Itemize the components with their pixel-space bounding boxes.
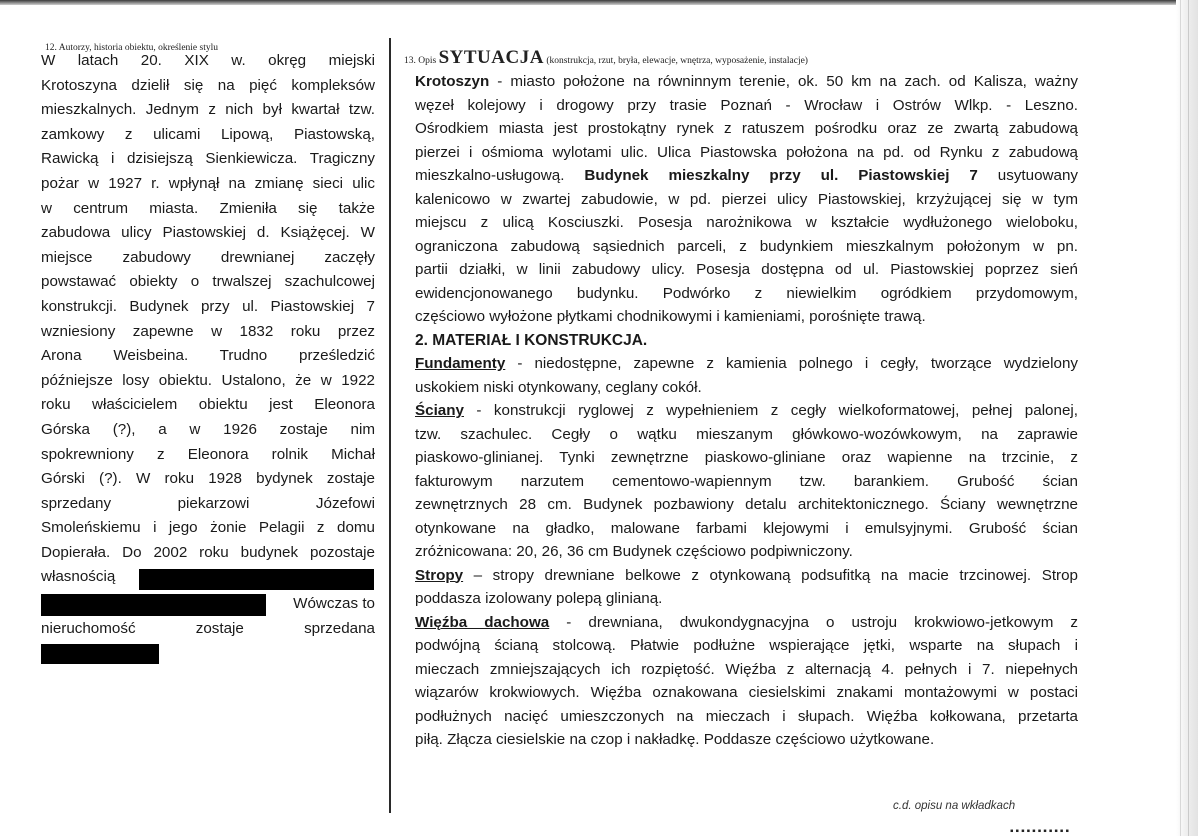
redaction-bar bbox=[139, 569, 374, 590]
history-line: roku właścicielem obiektu jest Eleonora bbox=[41, 396, 375, 414]
history-line: mieszkalnych. Jednym z nich był kwartał tzw. bbox=[41, 101, 375, 119]
roof-truss-label: Więźba dachowa bbox=[415, 613, 550, 631]
history-line: Górski (?). W roku 1928 bydynek zostaje bbox=[41, 470, 375, 488]
history-line: sprzedany piekarzowi Józefowi bbox=[41, 494, 375, 512]
history-line: Wówczas to bbox=[293, 595, 375, 612]
left-section-header: 12. Autorzy, historia obiektu, określenie stylu bbox=[45, 43, 218, 53]
history-line: konstrukcji. Budynek przy ul. Piastowskiej 7 bbox=[41, 297, 375, 315]
town-name: Krotoszyn bbox=[415, 73, 490, 90]
description-line: wiązarów krokwiowych. Więźba oznakowana ciesielskimi znakami montażowymi w postaci bbox=[415, 684, 1078, 701]
description-line: otynkowane na gładko, malowane farbami klejowymi i emulsyjnymi. Grubość ścian bbox=[415, 519, 1078, 537]
description-line: mieczach zmniejszających ich rozpiętość. Więźba z alternacją 4. pełnych i 7. niepełnych bbox=[415, 660, 1078, 678]
page-right-edge bbox=[1176, 0, 1198, 836]
foundations-label: Fundamenty bbox=[415, 355, 506, 372]
building-name: Budynek mieszkalny przy ul. Piastowskiej 7 bbox=[584, 167, 978, 184]
description-line: podwójną ścianą stolcową. Płatwie podłużne wspierające jętki, wsparte na słupach i bbox=[415, 637, 1078, 654]
history-line: spokrewniony z Eleonora rolnik Michał bbox=[41, 445, 375, 463]
description-line: kalenicowo w zwartej zabudowie, w pd. pierzei ulicy Piastowskiej, krzyżującej się w tym bbox=[415, 190, 1078, 208]
description-line: zewnętrznych 28 cm. Budynek pozbawiony detalu architektonicznego. Ściany wewnętrzne bbox=[415, 496, 1078, 513]
history-column bbox=[41, 49, 375, 590]
history-line: Arona Weisbeina. Trudno prześledzić bbox=[41, 347, 375, 365]
section-heading: 2. MATERIAŁ I KONSTRUKCJA. bbox=[415, 331, 648, 349]
description-line: Krotoszyn - miasto położone na równinnym terenie, ok. 50 km na zach. od Kalisza, ważny bbox=[415, 73, 1078, 90]
description-line: węzeł kolejowy i drogowy przy trasie Poznań - Wrocław i Ostrów Wlkp. - Leszno. bbox=[415, 96, 1078, 114]
history-line: Rawicką i dzisiejszą Sienkiewicza. Tragiczny bbox=[41, 150, 375, 168]
description-line: podłużnych nacięć umieszczonych na mieczach i słupach. Więźba kołkowana, przetarta bbox=[415, 707, 1078, 725]
history-line: pożar w 1927 r. wpłynął na zmianę sieci ulic bbox=[41, 174, 375, 192]
description-line: piłą. Złącza ciesielskie na czop i nakładkę. Poddasze częściowo użytkowane. bbox=[415, 731, 935, 748]
description-line: piaskowo-glinianej. Tynki zewnętrzne piaskowo-gliniane oraz wapienne na trzcinie, z bbox=[415, 449, 1078, 466]
column-divider bbox=[389, 38, 391, 813]
description-line: mieszkalno-usługową. Budynek mieszkalny przy ul. Piastowskiej 7 usytuowany bbox=[415, 167, 1078, 184]
right-header-number: 13. Opis bbox=[404, 56, 437, 66]
redaction-bar bbox=[41, 644, 159, 664]
right-section-header bbox=[404, 47, 808, 69]
description-line: partii działki, w linii zabudowy ulicy. Posesja dostępna od ul. Piastowskiej poprzez sień bbox=[415, 261, 1078, 278]
history-line: wzniesiony zapewne w 1832 roku przez bbox=[41, 322, 375, 340]
history-line: zamkowy z ulicami Lipową, Piastowską, bbox=[41, 125, 375, 143]
description-line: tzw. szachulec. Cegły o wątku mieszanym główkowo-wozówkowym, na zaprawie bbox=[415, 425, 1078, 443]
history-line: własnością bbox=[41, 568, 116, 586]
history-line: miejsce zabudowy drewnianej zaczęły bbox=[41, 248, 375, 266]
description-line: zróżnicowana: 20, 26, 36 cm Budynek częściowo podpiwniczony. bbox=[415, 543, 853, 560]
description-line: Ośrodkiem miasta jest prostokątny rynek z ratuszem pośrodku oraz ze zwartą zabudową bbox=[415, 120, 1078, 137]
description-line: pierzei i ośmioma wylotami ulic. Ulica Piastowska położona na pd. od Rynku z zabudową bbox=[415, 143, 1078, 161]
history-line: powstawać obiekty o trwalszej szachulcowej bbox=[41, 273, 375, 291]
history-line: Smoleńskiemu i jego żonie Pelagii z domu bbox=[41, 519, 375, 537]
right-header-categories: (konstrukcja, rzut, bryła, elewacje, wnętrza, wyposażenie, instalacje) bbox=[546, 56, 808, 66]
description-line: ograniczona zabudową sąsiednich parceli, z budynkiem mieszkalnym położonym w pn. bbox=[415, 237, 1078, 255]
history-line: Krotoszyna dzielił się na pięć kompleksów bbox=[41, 76, 375, 94]
history-line: W latach 20. XIX w. okręg miejski bbox=[41, 52, 375, 69]
description-line: ewidencjonowanego budynku. Podwórko z niewielkim ogródkiem przydomowym, bbox=[415, 284, 1078, 302]
continuation-note: c.d. opisu na wkładkach bbox=[893, 800, 1016, 812]
description-line: uskokiem niski otynkowany, ceglany cokół. bbox=[415, 378, 702, 396]
description-line: miejscu z ulicą Kosciuszki. Posesja narożnikowa w kształcie wydłużonego wieloboku, bbox=[415, 214, 1078, 231]
description-line: poddasza izolowany polepą glinianą. bbox=[415, 590, 663, 607]
situation-title: SYTUACJA bbox=[438, 47, 544, 68]
description-line: Więźba dachowa - drewniana, dwukondygnacyjna o ustroju krokwiowo-jetkowym z bbox=[415, 613, 1079, 631]
description-line: częściowo wyłożone płytkami chodnikowymi i kamieniami, porośnięte trawą. bbox=[415, 308, 926, 325]
history-line: późniejsze losy obiektu. Ustalono, że w 1922 bbox=[41, 371, 375, 389]
history-line: Dopierała. Do 2002 roku budynek pozostaje bbox=[41, 543, 375, 561]
walls-label: Ściany bbox=[415, 402, 464, 419]
history-line: w centrum miasta. Zmieniła się także bbox=[41, 199, 375, 217]
ceilings-label: Stropy bbox=[415, 566, 464, 584]
description-line: Ściany - konstrukcji ryglowej z wypełnieniem z cegły wielkoformatowej, pełnej palonej, bbox=[415, 402, 1078, 419]
scan-artifact: ▪▪▪▪▪▪▪▪▪▪▪ bbox=[1010, 826, 1071, 837]
description-line: Stropy – stropy drewniane belkowe z otynkowaną podsufitką na macie trzcinowej. Strop bbox=[415, 566, 1078, 584]
redaction-bar bbox=[41, 594, 266, 616]
history-line: Górska (?), a w 1926 zostaje nim bbox=[41, 420, 375, 438]
history-line: nieruchomość zostaje sprzedana bbox=[41, 620, 375, 637]
description-line: fakturowym narzutem cementowo-wapiennym tzw. barankiem. Grubość ścian bbox=[415, 472, 1078, 490]
history-line: zabudowa ulicy Piastowskiej d. Książęcej. W bbox=[41, 224, 375, 242]
page-top-edge bbox=[0, 0, 1198, 5]
description-column bbox=[415, 70, 1078, 752]
description-line: Fundamenty - niedostępne, zapewne z kamienia polnego i cegły, tworzące wydzielony bbox=[415, 355, 1078, 372]
